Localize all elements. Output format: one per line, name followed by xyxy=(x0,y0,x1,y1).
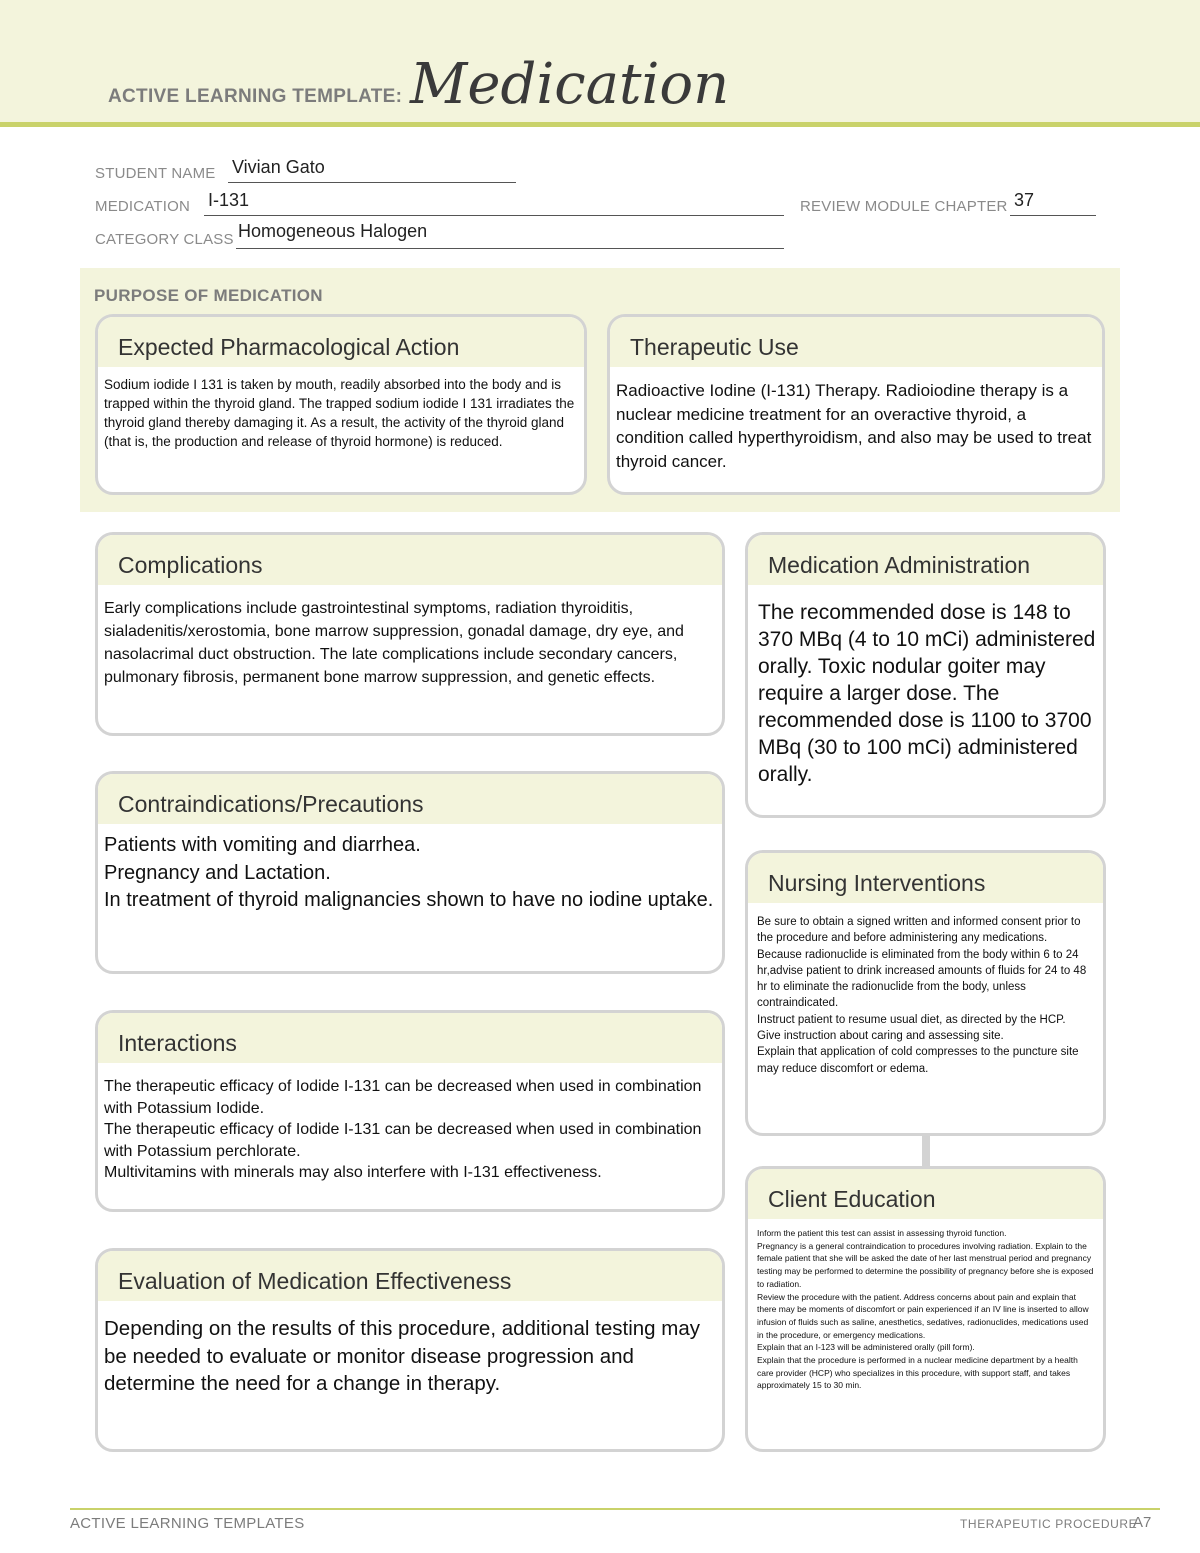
medication-administration-title: Medication Administration xyxy=(748,535,1103,585)
therapeutic-use-text[interactable]: Radioactive Iodine (I-131) Therapy. Radioiodine therapy is a nuclear medicine treatment for an overactive thyroid, a condition called hyperthyroidism, and also may be used to treat thyroid cancer. xyxy=(616,381,1092,471)
interactions-card xyxy=(95,1010,725,1212)
complications-card xyxy=(95,532,725,736)
student-name-field[interactable]: Vivian Gato xyxy=(232,157,325,177)
category-class-field[interactable]: Homogeneous Halogen xyxy=(238,221,428,241)
expected-action-title: Expected Pharmacological Action xyxy=(98,317,584,367)
therapeutic-use-title: Therapeutic Use xyxy=(610,317,1102,367)
evaluation-text[interactable]: Depending on the results of this procedure, additional testing may be needed to evaluate or monitor disease progression and determine the need for a change in therapy. xyxy=(104,1317,701,1395)
nursing-interventions-title: Nursing Interventions xyxy=(748,853,1103,903)
medication-field[interactable]: I-131 xyxy=(208,190,250,210)
contraindications-card xyxy=(95,771,725,974)
contraindications-text[interactable]: Patients with vomiting and diarrhea. Pregnancy and Lactation. In treatment of thyroid malignancies shown to have no iodine uptake. xyxy=(104,834,714,911)
connector-line xyxy=(922,1134,930,1166)
therapeutic-use-card xyxy=(607,314,1105,495)
footer-right-label: THERAPEUTIC PROCEDURE xyxy=(960,1517,1138,1531)
complications-text[interactable]: Early complications include gastrointestinal symptoms, radiation thyroiditis, sialadenitis/xerostomia, bone marrow suppression, gonadal damage, dry eye, and nasolacrimal duct obstruction. The late complications include secondary cancers, pulmonary fibrosis, permanent bone marrow suppression, and genetic effects. xyxy=(104,600,684,686)
category-class-label: CATEGORY CLASS xyxy=(95,231,234,248)
nursing-interventions-card xyxy=(745,850,1106,1136)
expected-action-card xyxy=(95,314,587,495)
nursing-interventions-text[interactable]: Be sure to obtain a signed written and informed consent prior to the procedure and before administering any medications. Because radionuclide is eliminated from the body within 6 to 24 hr,advise patient to drink increased amounts of fluids for 24 to 48 hr to eliminate the radionuclide from the body, unless contraindicated. Instruct patient to resume usual diet, as directed by the HCP. Give instruction about caring and assessing site. Explain that application of cold compresses to the puncture site may reduce discomfort or edema. xyxy=(757,916,1087,1075)
interactions-text[interactable]: The therapeutic efficacy of Iodide I-131 can be decreased when used in combination with Potassium Iodide. The therapeutic efficacy of Iodide I-131 can be decreased when used in combination with Potassium perchlorate. Multivitamins with minerals may also interfere with I-131 effectiveness. xyxy=(104,1078,702,1181)
header-divider xyxy=(0,122,1200,127)
expected-action-text[interactable]: Sodium iodide I 131 is taken by mouth, readily absorbed into the body and is trapped within the thyroid gland. The trapped sodium iodide I 131 irradiates the thyroid gland thereby damaging it. As a result, the activity of the thyroid gland (that is, the production and release of thyroid hormone) is reduced. xyxy=(104,377,575,449)
client-education-text[interactable]: Inform the patient this test can assist in assessing thyroid function. Pregnancy is a general contraindication to procedures involving radiation. Explain to the female patient that she will be asked the date of her last menstrual period and pregnancy testing may be performed to determine the possibility of pregnancy before she is exposed to radiation. Review the procedure with the patient. Address concerns about pain and explain that there may be moments of discomfort or pain experienced if an IV line is inserted to allow infusion of fluids such as saline, anesthetics, sedatives, radionuclides, medications used in the procedure, or emergency medications. Explain that an I-123 will be administered orally (pill form). Explain that the procedure is performed in a nuclear medicine department by a health care provider (HCP) who specializes in this procedure, with support staff, and takes approximately 15 to 30 min. xyxy=(757,1228,1094,1391)
medication-administration-text[interactable]: The recommended dose is 148 to 370 MBq (4 to 10 mCi) administered orally. Toxic nodular goiter may require a larger dose. The recommended dose is 1100 to 3700 MBq (30 to 100 mCi) administered orally. xyxy=(758,601,1096,786)
purpose-label: PURPOSE OF MEDICATION xyxy=(94,286,323,305)
complications-title: Complications xyxy=(98,535,722,585)
review-module-field[interactable]: 37 xyxy=(1014,190,1035,210)
evaluation-card xyxy=(95,1248,725,1452)
footer-divider xyxy=(70,1508,1160,1510)
review-module-label: REVIEW MODULE CHAPTER xyxy=(800,198,1008,215)
evaluation-title: Evaluation of Medication Effectiveness xyxy=(98,1251,722,1301)
page-number: A7 xyxy=(1133,1514,1152,1531)
medication-administration-card xyxy=(745,532,1106,818)
student-name-label: STUDENT NAME xyxy=(95,165,216,182)
footer-left-label: ACTIVE LEARNING TEMPLATES xyxy=(70,1515,305,1532)
client-education-title: Client Education xyxy=(748,1169,1103,1219)
interactions-title: Interactions xyxy=(98,1013,722,1063)
student-name-line xyxy=(228,182,516,183)
page-title: Medication xyxy=(410,52,730,117)
template-label: ACTIVE LEARNING TEMPLATE: xyxy=(108,86,403,107)
medication-line xyxy=(204,215,784,216)
client-education-card xyxy=(745,1166,1106,1452)
review-module-line xyxy=(1010,215,1096,216)
medication-label: MEDICATION xyxy=(95,198,191,215)
category-class-line xyxy=(236,248,784,249)
contraindications-title: Contraindications/Precautions xyxy=(98,774,722,824)
